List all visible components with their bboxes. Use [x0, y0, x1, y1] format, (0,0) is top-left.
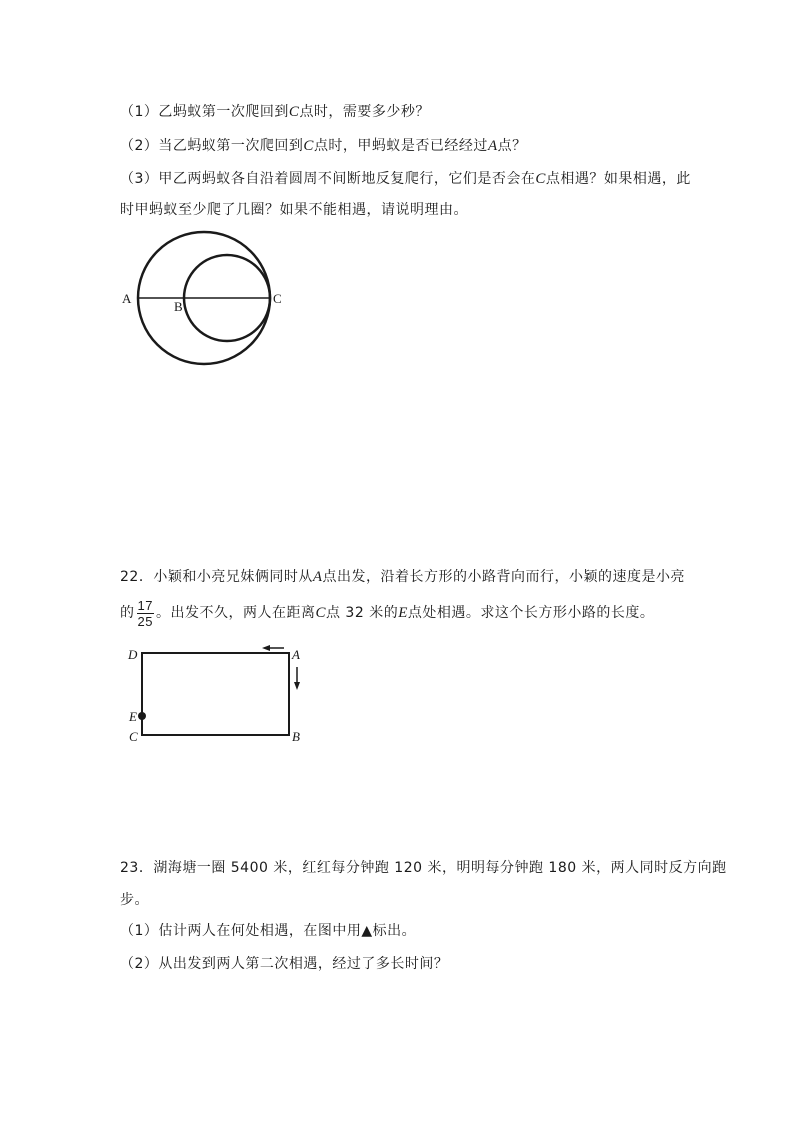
- point-label-c: C: [273, 291, 282, 306]
- q21-sub1: （1）乙蚂蚁第一次爬回到C点时，需要多少秒？: [120, 104, 430, 120]
- q23-line1: 23．湖海塘一圈 5400 米，红红每分钟跑 120 米，明明每分钟跑 180 米，两人同时反方向跑: [120, 860, 727, 876]
- q23-line2: 步。: [120, 892, 149, 908]
- q23-sub2: （2）从出发到两人第二次相遇，经过了多长时间？: [120, 956, 449, 972]
- q22-line1: 22．小颖和小亮兄妹俩同时从A点出发，沿着长方形的小路背向而行，小颖的速度是小亮: [120, 569, 685, 585]
- point-label-e: E: [129, 709, 137, 724]
- point-label-a2: A: [292, 647, 300, 662]
- q21-sub2: （2）当乙蚂蚁第一次爬回到C点时，甲蚂蚁是否已经经过A点？: [120, 138, 527, 154]
- fraction-17-25: $\frac{17}{25}$: [137, 597, 153, 629]
- point-label-b2: B: [292, 729, 300, 744]
- q22-line2: 的 $\frac{17}{25}$ 。出发不久，两人在距离C点 32 米的E点处相遇。求这个长方形小路的长度。: [120, 597, 655, 629]
- point-label-a: A: [122, 291, 132, 306]
- point-label-d: D: [128, 647, 138, 662]
- point-label-c2: C: [129, 729, 138, 744]
- q21-sub3-line1: （3）甲乙两蚂蚁各自沿着圆周不间断地反复爬行，它们是否会在C点相遇？如果相遇，此: [120, 171, 691, 187]
- q21-sub3-line2: 时甲蚂蚁至少爬了几圈？如果不能相遇，请说明理由。: [120, 202, 468, 218]
- q23-sub1: （1）估计两人在何处相遇，在图中用▲标出。: [120, 923, 417, 939]
- point-label-b: B: [174, 299, 183, 314]
